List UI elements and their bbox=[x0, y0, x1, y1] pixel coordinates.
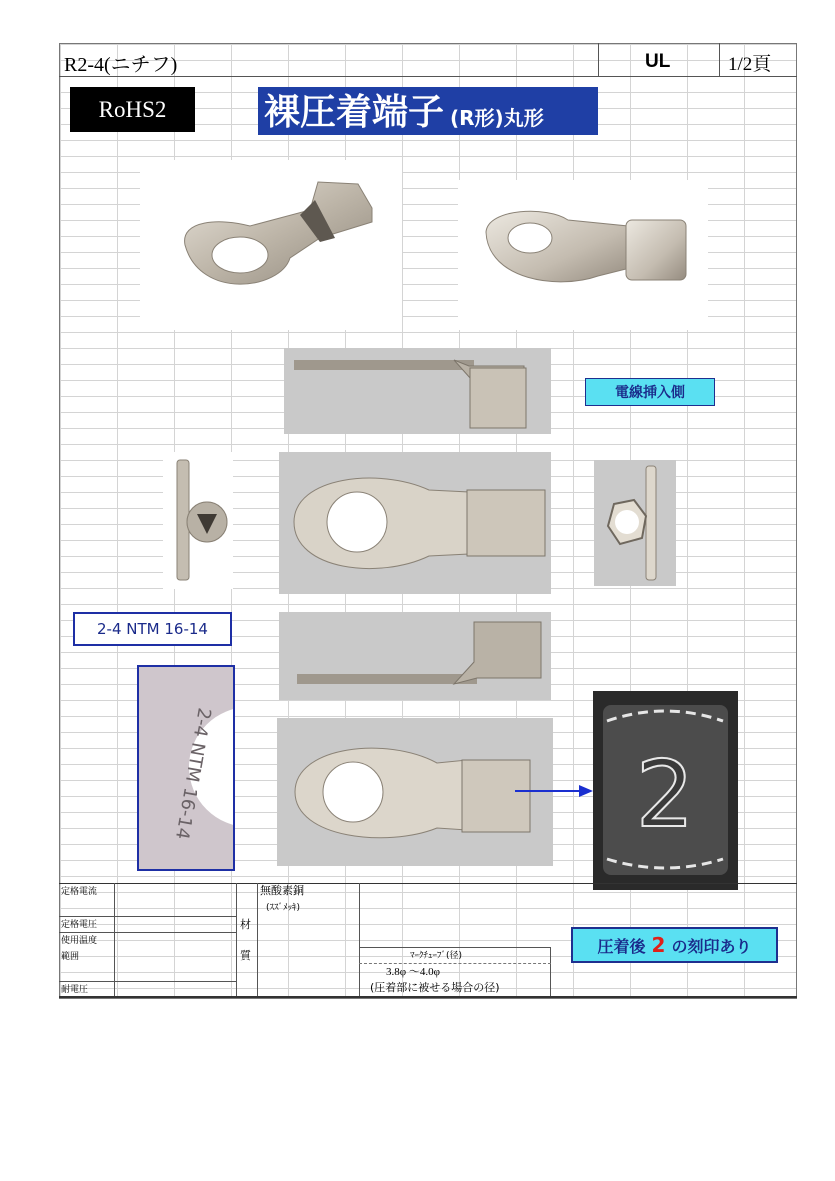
arrow-right-icon bbox=[515, 783, 595, 799]
terminal-photo-side-profile bbox=[284, 348, 551, 434]
rohs-badge: RoHS2 bbox=[70, 87, 195, 132]
terminal-photo-top-view-2 bbox=[277, 718, 553, 866]
crimp-note-suffix: の刻印あり bbox=[671, 936, 752, 956]
spec-table-row-rule bbox=[359, 947, 551, 948]
terminal-photo-angle-right bbox=[458, 180, 708, 330]
spec-table-divider bbox=[236, 883, 237, 996]
svg-text:2-4 NTM 16-14: 2-4 NTM 16-14 bbox=[170, 706, 215, 841]
spec-table-divider bbox=[550, 947, 551, 996]
crimp-note-prefix: 圧着後 bbox=[597, 936, 646, 956]
terminal-photo-top-view bbox=[279, 452, 551, 594]
svg-text:2: 2 bbox=[635, 741, 695, 848]
crimp-stamp-note bbox=[571, 927, 778, 963]
spec-table-divider bbox=[257, 883, 258, 996]
crimp-note-number: 2 bbox=[651, 933, 666, 957]
terminal-photo-end-view-left bbox=[163, 452, 233, 589]
tube-note: (圧着部に被せる場合の径) bbox=[370, 981, 500, 994]
title-main: 裸圧着端子 bbox=[264, 92, 445, 133]
rated-current-label: 定格電流 bbox=[61, 887, 98, 897]
title-bar bbox=[258, 87, 598, 135]
page-indicator: 1/2頁 bbox=[728, 54, 772, 75]
title-sub: (R形)丸形 bbox=[450, 106, 544, 130]
plating-value: (ｽｽﾞﾒｯｷ) bbox=[266, 903, 301, 913]
spec-table-divider bbox=[114, 883, 115, 996]
material-value: 無酸素銅 bbox=[260, 884, 304, 897]
spec-table-divider bbox=[359, 947, 360, 996]
header-divider bbox=[719, 43, 720, 76]
tube-value: 3.8φ ～4.0φ bbox=[386, 966, 440, 978]
terminal-photo-side-profile-2 bbox=[279, 612, 551, 700]
spec-table-row-rule bbox=[59, 981, 237, 982]
crimp-stamp-closeup-photo bbox=[593, 691, 738, 890]
material-label-2: 質 bbox=[240, 949, 251, 962]
spec-table-row-rule bbox=[59, 916, 237, 917]
wire-insertion-side-callout: 電線挿入側 bbox=[585, 378, 715, 406]
tube-header: ﾏｰｸﾁｭｰﾌﾞ(径) bbox=[410, 951, 463, 961]
rated-voltage-label: 定格電圧 bbox=[61, 920, 98, 930]
marking-text-callout: 2-4 NTM 16-14 bbox=[73, 612, 232, 646]
terminal-photo-angle-left bbox=[140, 160, 402, 330]
operating-temp-label: 使用温度 bbox=[61, 936, 98, 946]
range-label: 範囲 bbox=[61, 952, 80, 962]
standard-label: UL bbox=[645, 51, 671, 72]
material-label-1: 材 bbox=[240, 918, 251, 931]
terminal-photo-end-view-right bbox=[594, 460, 676, 586]
part-number: R2-4(ニチフ) bbox=[64, 54, 178, 76]
spec-table-row-rule bbox=[59, 932, 237, 933]
spec-table-row-rule bbox=[359, 963, 551, 965]
header-divider bbox=[598, 43, 599, 76]
marking-closeup-photo bbox=[137, 665, 235, 871]
spec-table-top-rule bbox=[59, 883, 797, 884]
withstand-voltage-label: 耐電圧 bbox=[61, 985, 89, 995]
spec-table-divider bbox=[359, 883, 360, 947]
spec-table-bottom-rule bbox=[59, 996, 797, 998]
